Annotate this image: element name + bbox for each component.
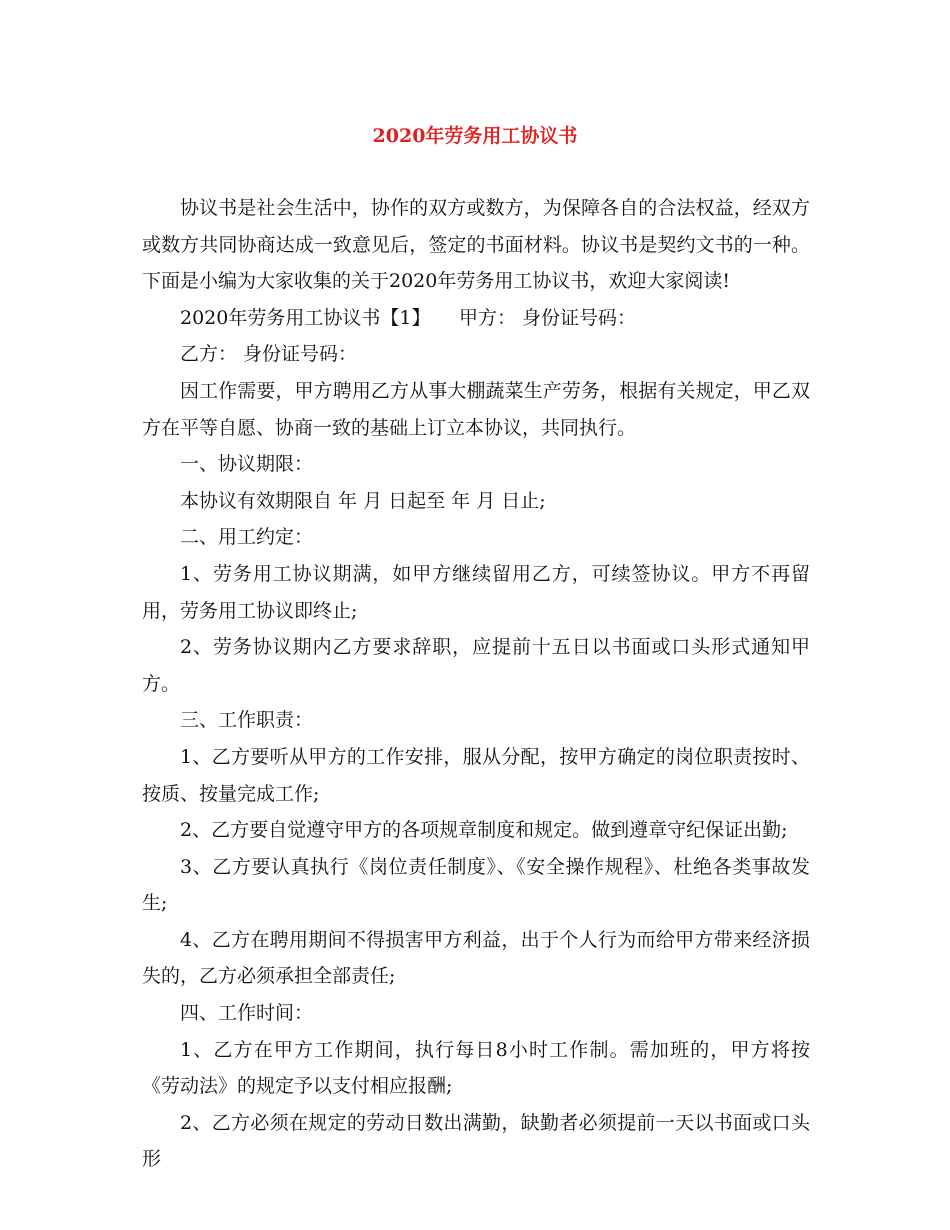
paragraph-party-b: 乙方： 身份证号码： (180, 343, 358, 366)
heading-term: 一、协议期限： (180, 453, 314, 476)
paragraph-hours-2: 2、乙方必须在规定的劳动日数出满勤，缺勤者必须提前一天以书面或口头形 (142, 1111, 810, 1171)
paragraph-term: 本协议有效期限自 年 月 日起至 年 月 日止; (180, 489, 546, 512)
heading-hours: 四、工作时间： (180, 1002, 314, 1025)
paragraph-employment-1: 1、劳务用工协议期满，如甲方继续留用乙方，可续签协议。甲方不再留用，劳务用工协议即终止; (142, 562, 810, 622)
paragraph-duties-2: 2、乙方要自觉遵守甲方的各项规章制度和规定。做到遵章守纪保证出勤; (180, 819, 788, 842)
paragraph-hours-1: 1、乙方在甲方工作期间，执行每日8小时工作制。需加班的，甲方将按《劳动法》的规定予以支付相应报酬; (142, 1038, 810, 1098)
paragraph-employment-2: 2、劳务协议期内乙方要求辞职，应提前十五日以书面或口头形式通知甲方。 (142, 636, 810, 695)
paragraph-intro: 协议书是社会生活中，协作的双方或数方，为保障各自的合法权益，经双方或数方共同协商达成一致意见后，签定的书面材料。协议书是契约文书的一种。下面是小编为大家收集的关于2020年劳务用工协议书，欢迎大家阅读! (142, 197, 810, 293)
heading-employment: 二、用工约定： (180, 526, 314, 549)
document-body (142, 190, 810, 1178)
paragraph-party-a: 2020年劳务用工协议书【1】 甲方： 身份证号码： (180, 306, 636, 329)
paragraph-duties-1: 1、乙方要听从甲方的工作安排，服从分配，按甲方确定的岗位职责按时、按质、按量完成工作; (142, 745, 810, 805)
heading-duties: 三、工作职责： (180, 709, 314, 732)
paragraph-duties-3: 3、乙方要认真执行《岗位责任制度》、《安全操作规程》、杜绝各类事故发生; (142, 855, 810, 915)
paragraph-purpose: 因工作需要，甲方聘用乙方从事大棚蔬菜生产劳务，根据有关规定，甲乙双方在平等自愿、协商一致的基础上订立本协议，共同执行。 (142, 379, 810, 439)
paragraph-duties-4: 4、乙方在聘用期间不得损害甲方利益，出于个人行为而给甲方带来经济损失的，乙方必须承担全部责任; (142, 928, 810, 988)
document-title: 2020年劳务用工协议书 (372, 125, 578, 147)
